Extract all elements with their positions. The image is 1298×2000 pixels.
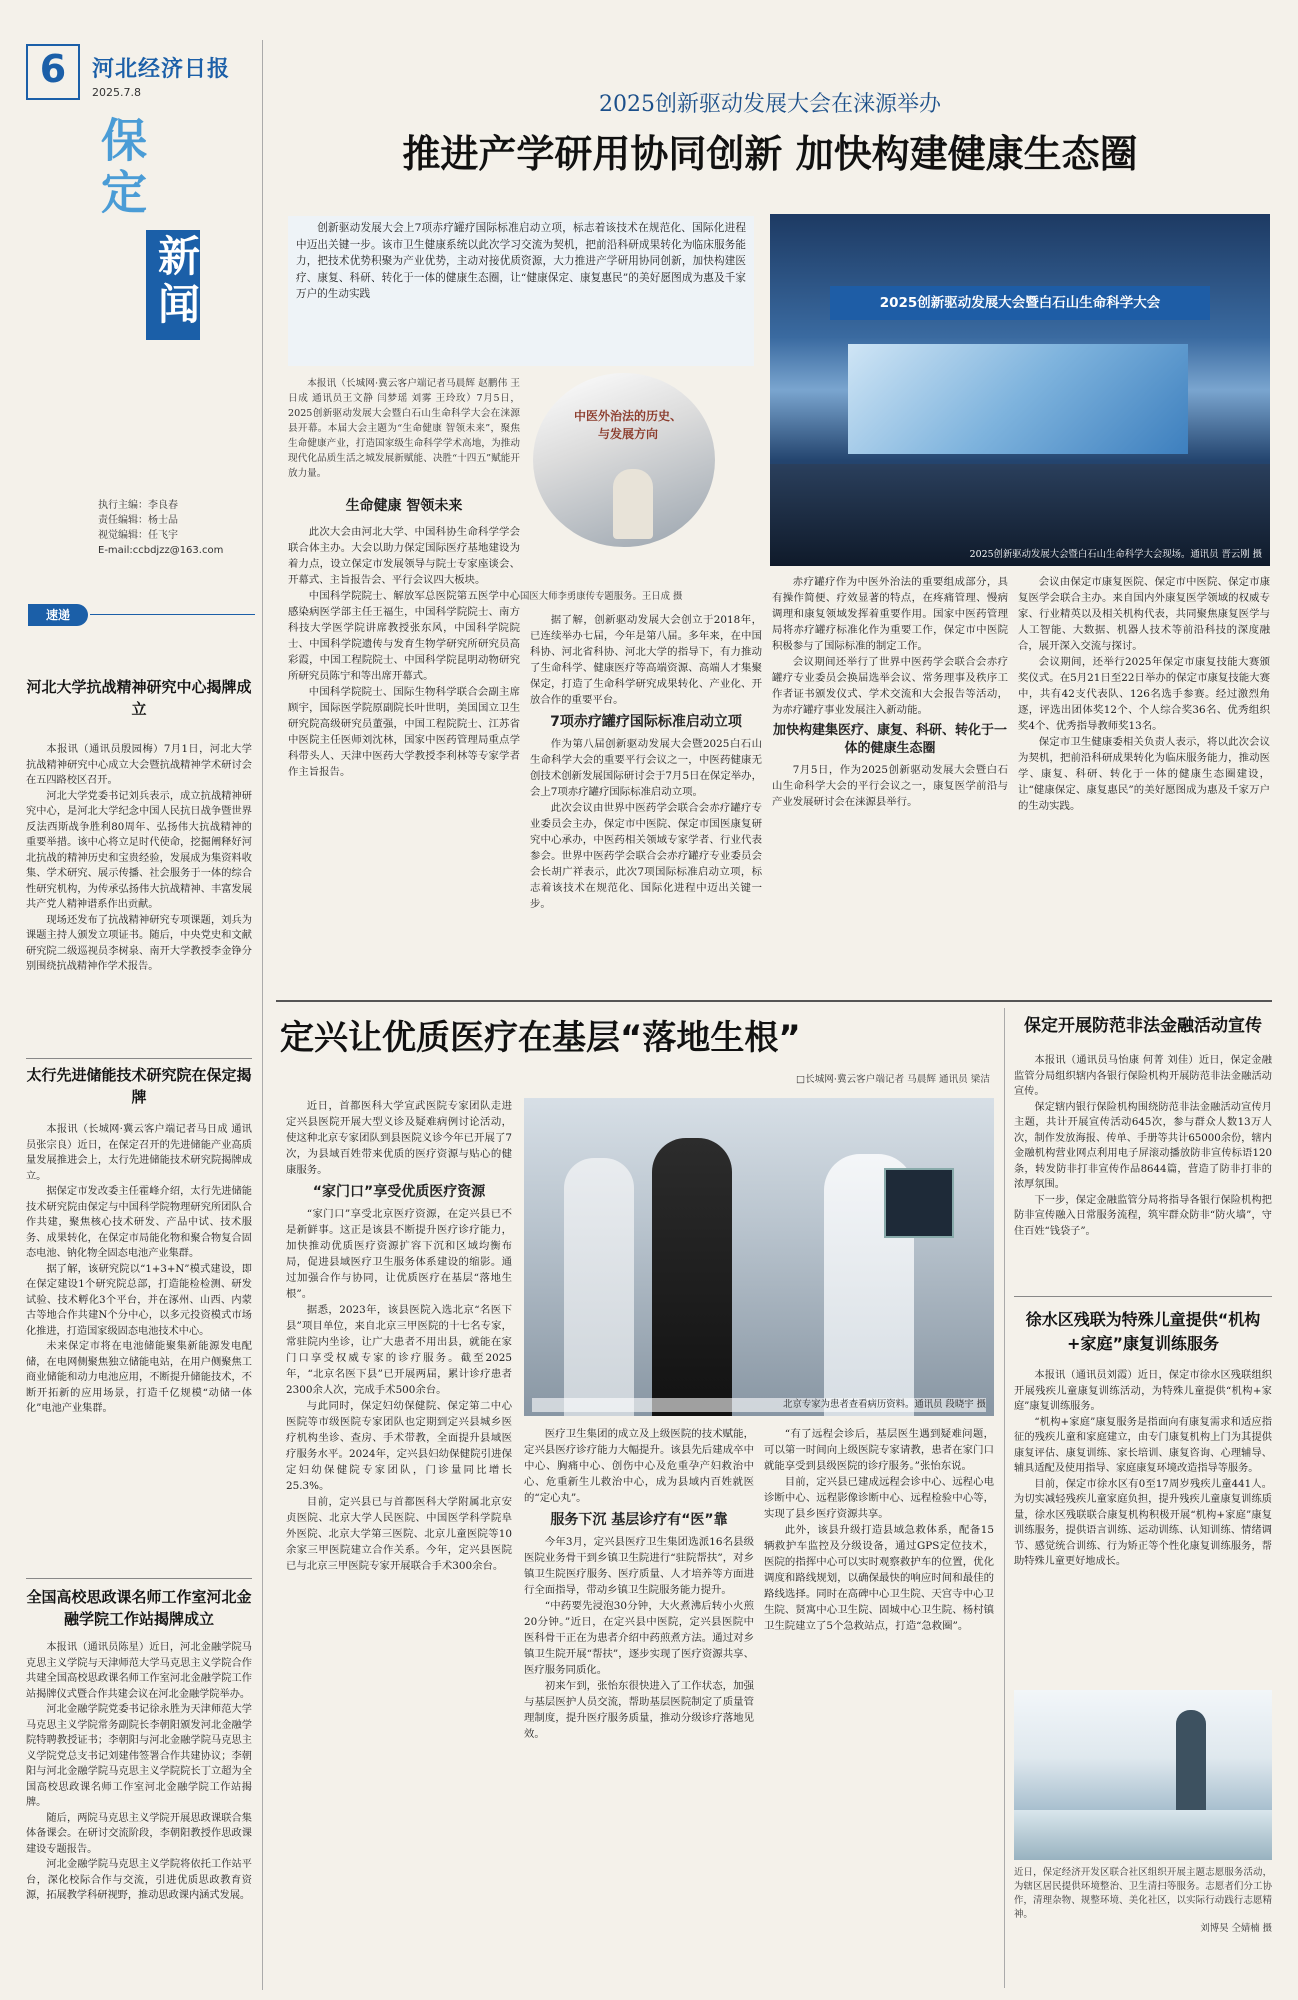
sidebar-story-3-p3: 随后，两院马克思主义学院开展思政课联合集体备课会。在研讨交流阶段，李朝阳教授作思政课建设专题报告。 (26, 1812, 252, 1855)
sidebar-story-2-p1: 本报讯（长城网·冀云客户端记者马日成 通讯员张宗良）近日，在保定召开的先进储能产业高质量发展推进会上，太行先进储能技术研究院揭牌成立。 (26, 1124, 252, 1182)
sidebar-story-1-title: 河北大学抗战精神研究中心揭牌成立 (26, 678, 252, 718)
right-photo-caption: 近日，保定经济开发区联合社区组织开展主题志愿服务活动，为辖区居民提供环境整治、卫生清扫等服务。志愿者们分工协作，清理杂物、规整环境、美化社区，以实际行动践行志愿精神。 (1014, 1867, 1272, 1920)
right-story-2-p1: 本报讯（通讯员刘霞）近日，保定市徐水区残联组织开展残疾儿童康复训练活动，为特殊儿童提供“机构+家庭”康复训练服务。 (1014, 1370, 1272, 1412)
sidebar-story-2-p4: 未来保定市将在电池储能聚集新能源发电配储，在电网侧聚焦独立储能电站，在用户侧聚焦工商业储能和动力电池应用，不断提升储能技术，不断开拓新的应用场景，打造千亿规模“动储一体化”电池产业集群。 (26, 1341, 252, 1414)
sidebar-divider-1 (26, 1058, 252, 1059)
story2-p9: 初来乍到，张怡东很快进入了工作状态，加强与基层医护人员交流，帮助基层医院制定了质量管理制度，提升医疗服务质量，推动分级诊疗落地见效。 (524, 1680, 754, 1740)
issue-date: 2025.7.8 (92, 86, 141, 99)
masthead (92, 52, 232, 82)
main-byline-block (288, 376, 520, 486)
page-number-box (26, 44, 80, 100)
sidebar-story-3-p4: 河北金融学院马克思主义学院将依托工作站平台，深化校际合作与交流，引进优质思政教育资源，拓展教学科研视野，推动思政课内涵式发展。 (26, 1859, 252, 1901)
quick-news-label: 速递 (45, 608, 70, 622)
sidebar-story-3-body (26, 1640, 252, 1904)
right-story-2-body (1014, 1368, 1272, 1570)
main-byline: 本报讯（长城网·冀云客户端记者马晨辉 赵鹏伟 王日成 通讯员王文静 闫梦瑶 刘雾 王玲玫）7月5日，2025创新驱动发展大会暨白石山生命科学大会在涞源县开幕。本届大会主题为“生命健康 智领未来”，聚焦生命健康产业，打造国家级生命科学学术高地，为推动现代化品质生活之城发展新赋能、决胜“十四五”赋能开放力量。 (288, 378, 520, 479)
main-lede (288, 216, 754, 366)
inset-photo-caption: 国医大师李勇康传专题服务。王日成 摄 (520, 591, 683, 602)
section-label: 新闻 (152, 234, 201, 330)
main-p4: 据了解，创新驱动发展大会创立于2018年，已连续举办七届，今年是第八届。多年来，在中国科协、河北省科协、河北大学的指导下，有力推动了生命科学、健康医疗等高端资源、高端人才集聚保定，打造了生命科学研究成果转化、产业化、开放合作的重要平台。 (530, 614, 762, 706)
story2-subhead-1: “家门口”享受优质医疗资源 (312, 1184, 486, 1200)
sidebar-story-2 (26, 1064, 252, 1584)
story2-col-2 (524, 1426, 754, 1988)
main-col-2 (530, 612, 762, 998)
sidebar-story-2-p3: 据了解，该研究院以“1+3+N”模式建设，即在保定建设1个研究院总部，打造能检检测、研发试验、技术孵化3个平台，并在涿州、山西、内蒙古等地合作共建N个分中心，以多元投资模式市场化推进，打造国家级固态电池技术中心。 (26, 1263, 252, 1337)
section-city (88, 116, 148, 226)
photo-stage-screen (848, 344, 1188, 454)
sidebar-divider-2 (26, 1578, 252, 1579)
right-photo (1014, 1690, 1272, 1860)
editor-line-2: 责任编辑：杨士品 (98, 515, 178, 526)
story2-p8: “中药要先浸泡30分钟，大火煮沸后转小火煎20分钟。”近日，在定兴县中医院，定兴县医院中医科骨干正在为患者介绍中药煎煮方法。通过对乡镇卫生院开展“帮扶”，逐步实现了医疗资源共享、医疗服务同质化。 (524, 1600, 754, 1676)
sidebar-vertical-rule (262, 40, 263, 1990)
main-subhead-2: 7项赤疗罐疗国际标准启动立项 (550, 714, 742, 730)
main-p6: 此次会议由世界中医药学会联合会赤疗罐疗专业委员会主办，保定市中医院、保定市国医康复研究中心承办，中医药相关领域专家学者、行业代表参会。世界中医药学会联合会赤疗罐疗专业委员会会长胡广祥表示，此次7项国际标准启动立项，标志着该技术在规范化、国际化进程中迈出关键一步。 (530, 802, 762, 910)
right-story-2-p2: “机构+家庭”康复服务是指面向有康复需求和适应指征的残疾儿童和家庭建立，由专门康复机构上门为其提供康复评估、康复训练、家长培训、康复咨询、心理辅导、辅具适配及使用指导、家庭康复环境改造指导等服务。 (1014, 1416, 1272, 1474)
sidebar-story-3 (26, 1586, 252, 1986)
main-subhead-3: 加快构建集医疗、康复、科研、转化于一体的健康生态圈 (772, 723, 1007, 756)
inset-photo-poster: 中医外治法的历史、与发展方向 (573, 409, 682, 441)
main-p3: 中国科学院院士、国际生物科学联合会副主席顾宇，国际医学院原副院长叶世明，美国国立卫生研究院高级研究员董强，中国工程院院士、江苏省中医院主任医师刘沈林，国家中医药管理局重点学科带头人、天津中医药大学教授李利林等专家学者作主旨报告。 (288, 686, 520, 778)
right-story-1-p2: 保定辖内银行保险机构围绕防范非法金融活动宣传月主题，共计开展宣传活动645次，参与群众人数13万人次，制作发放海报、传单、手册等共计65000余份，辖内金融机构营业网点利用电子屏滚动播放防非宣传标语120条，转发防非打非宣传作品8644篇，营造了防非打非的浓厚氛围。 (1014, 1101, 1272, 1190)
sidebar-story-1-p2: 河北大学党委书记刘兵表示，成立抗战精神研究中心，是河北大学纪念中国人民抗日战争暨世界反法西斯战争胜利80周年、弘扬伟大抗战精神的重要举措。该中心将立足时代使命，挖掘阐释好河北抗战的精神历史和宝贵经验，发展成为集资料收集、学术研究、展示传播、社会服务于一体的综合性研究机构，为传承弘扬伟大抗战精神、丰富发展共产党人精神谱系作出贡献。 (26, 790, 252, 910)
newspaper-name: 河北经济日报 (92, 56, 231, 82)
quick-news-rule (90, 614, 255, 615)
story2-photo-doctor-2 (652, 1138, 732, 1416)
story2-p2: “家门口”享受北京医疗资源，在定兴县已不是新鲜事。这正是该县不断提升医疗诊疗能力，加快推动优质医疗资源扩容下沉和区域均衡布局，促进县域医疗卫生服务体系建设的缩影。通过加强合作与协同，让优质医疗在基层“落地生根”。 (286, 1208, 512, 1300)
right-story-2 (1014, 1302, 1272, 1680)
sidebar-story-3-title: 全国高校思政课名师工作室河北金融学院工作站揭牌成立 (26, 1588, 252, 1628)
right-photo-caption-block (1014, 1866, 1272, 1984)
right-photo-worker (1176, 1710, 1206, 1820)
right-story-1 (1014, 1010, 1272, 1280)
main-p10: 会议由保定市康复医院、保定市中医院、保定市康复医学会联合主办。来自国内外康复医学领域的权威专家、行业精英以及相关机构代表，共同聚焦康复医学与人工智能、大数据、机器人技术等前沿科技的深度融合，展开深入交流与探讨。 (1018, 576, 1270, 652)
editor-line-3: 视觉编辑：任飞宇 (98, 530, 178, 541)
sidebar-story-1-p1: 本报讯（通讯员殷园梅）7月1日，河北大学抗战精神研究中心成立大会暨抗战精神学术研讨会在五四路校区召开。 (26, 744, 252, 786)
story2-headline: 定兴让优质医疗在基层“落地生根” (280, 1018, 801, 1058)
right-story-1-p3: 下一步，保定金融监管分局将指导各银行保险机构把防非宣传融入日常服务流程，筑牢群众防非“防火墙”，守住百姓“钱袋子”。 (1014, 1194, 1272, 1237)
sidebar-story-2-title: 太行先进储能技术研究院在保定揭牌 (26, 1066, 252, 1106)
sidebar-story-2-body (26, 1122, 252, 1417)
editor-info (98, 498, 248, 564)
main-p2: 中国科学院院士、解放军总医院第五医学中心感染病医学部主任王福生，中国科学院院士、南方科技大学医学院讲席教授张东风，中国科学院院士、中国科学院遗传与发育生物学研究所研究员高彩霞，中国工程院院士、中国科学院昆明动物研究所研究员陈宁和等出席开幕式。 (288, 590, 520, 682)
sidebar-story-3-p1: 本报讯（通讯员陈星）近日，河北金融学院马克思主义学院与天津师范大学马克思主义学院合作共建全国高校思政课名师工作室河北金融学院工作站揭牌仪式暨合作共建会议在河北金融学院举办。 (26, 1642, 252, 1700)
story2-p10: “有了远程会诊后，基层医生遇到疑难问题，可以第一时间向上级医院专家请教，患者在家门口就能享受到县级医院的诊疗服务。”张怡东说。 (764, 1428, 994, 1472)
story2-photo-doctor-1 (564, 1158, 634, 1416)
story2-right-rule (1004, 1008, 1005, 1988)
story2-p3: 据悉，2023年，该县医院入选北京“名医下县”项目单位，来自北京三甲医院的十七名专家，常驻院内坐诊，让广大患者不用出县，就能在家门口享受权威专家的诊疗服务。截至2025年，“北京名医下县”已开展两届，累计诊疗患者2300余人次，完成手术500余台。 (286, 1304, 512, 1396)
sidebar-story-1-body (26, 742, 252, 975)
story2-col-3 (764, 1426, 994, 1988)
story2-p5: 目前，定兴县已与首都医科大学附属北京安贞医院、北京大学人民医院、中国医学科学院阜外医院、北京大学第三医院、北京儿童医院等10余家三甲医院建立合作关系。今年，定兴县医院已与北京三甲医院专家开展联合手术300余台。 (286, 1496, 512, 1572)
quick-news-tag (28, 604, 88, 626)
right-story-1-title: 保定开展防范非法金融活动宣传 (1024, 1016, 1262, 1036)
main-photo-caption: 2025创新驱动发展大会暨白石山生命科学大会现场。通讯员 晋云刚 摄 (969, 549, 1262, 560)
main-bottom-rule (276, 1000, 1272, 1002)
sidebar-story-2-p2: 据保定市发改委主任霍峰介绍，太行先进储能技术研究院由保定与中国科学院物理研究所团队合作共建，聚焦核心技术研发、产品中试、技术服务、成果转化，在保定市局能化物和聚合物复合固态电池、钠化物全固态电池产业集群。 (26, 1186, 252, 1259)
story2-byline: □长城网·冀云客户端记者 马晨辉 通讯员 梁洁 (796, 1074, 990, 1085)
story2-p7: 今年3月，定兴县医疗卫生集团选派16名县级医院业务骨干到乡镇卫生院进行“驻院帮扶”，对乡镇卫生院医疗服务、医疗质量、人才培养等方面进行全面指导，带动乡镇卫生院服务能力提升。 (524, 1536, 754, 1596)
main-p1: 此次大会由河北大学、中国科协生命科学学会联合体主办。大会以助力保定国际医疗基地建设为着力点，设立保定市发展领导与院士专家座谈会、开幕式、主旨报告会、平行会议四大板块。 (288, 526, 520, 586)
main-col-4 (1018, 574, 1270, 998)
story2-p6: 医疗卫生集团的成立及上级医院的技术赋能，定兴县医疗诊疗能力大幅提升。该县先后建成卒中中心、胸痛中心、创伤中心及危重孕产妇救治中心、危重新生儿救治中心，成为县域内百姓就医的“定心丸”。 (524, 1428, 754, 1504)
story2-p11: 目前，定兴县已建成远程会诊中心、远程心电诊断中心、远程影像诊断中心、远程检验中心等，实现了县乡医疗资源共享。 (764, 1476, 994, 1520)
right-divider-1 (1014, 1296, 1272, 1297)
story2-subhead-2: 服务下沉 基层诊疗有“医”靠 (550, 1512, 728, 1528)
sidebar-story-3-p2: 河北金融学院党委书记徐永胜为天津师范大学马克思主义学院常务副院长李朝阳颁发河北金融学院特聘教授证书；李朝阳与河北金融学院马克思主义学院党总支书记刘建伟签署合作共建协议；李朝阳与河北金融学院马克思主义学院院长丁立超为全国高校思政课名师工作室河北金融学院工作站揭牌。 (26, 1704, 252, 1808)
right-story-1-body (1014, 1053, 1272, 1239)
story2-col-1 (286, 1098, 512, 1988)
story2-p1: 近日，首都医科大学宣武医院专家团队走进定兴县医院开展大型义诊及疑难病例讨论活动，使这种北京专家团队到县医院义诊今年已开展了7次，为县域百姓带来优质的医疗资源与贴心的健康服务。 (286, 1100, 512, 1176)
main-headline: 推进产学研用协同创新 加快构建健康生态圈 (402, 132, 1138, 176)
inset-photo-figure (613, 469, 653, 539)
story2-photo-caption: 北京专家为患者查看病历资料。通讯员 段晓宇 摄 (532, 1398, 986, 1412)
right-story-2-title: 徐水区残联为特殊儿童提供“机构+家庭”康复训练服务 (1025, 1310, 1261, 1353)
main-kicker: 2025创新驱动发展大会在涞源举办 (599, 92, 941, 117)
main-photo (770, 214, 1270, 566)
editor-line-1: 执行主编：李良春 (98, 500, 178, 511)
main-subhead-1: 生命健康 智领未来 (345, 498, 463, 514)
main-p5: 作为第八届创新驱动发展大会暨2025白石山生命科学大会的重要平行会议之一，中医药健康无创技术创新发展国际研讨会于7月5日在保定举办，会上7项赤疗罐疗国际标准启动立项。 (530, 738, 762, 798)
sidebar-story-1-p3: 现场还发布了抗战精神研究专项课题，刘兵为课题主持人颁发立项证书。随后，中央党史和文献研究院二级巡视员李树泉、南开大学教授李金铮分别围绕抗战精神作学术报告。 (26, 914, 252, 972)
right-photo-pool (1014, 1810, 1272, 1860)
story2-p4: 与此同时，保定妇幼保健院、保定第二中心医院等市级医院专家团队也定期到定兴县城乡医疗机构坐诊、查房、手术带教，全面提升县域医疗服务水平。2024年，定兴县妇幼保健院引进保定妇幼保健院专家团队，门诊量同比增长25.3%。 (286, 1400, 512, 1492)
inset-photo (530, 370, 718, 550)
photo-banner: 2025创新驱动发展大会暨白石山生命科学大会 (830, 286, 1210, 320)
sidebar-story-1 (26, 676, 252, 1056)
main-p9: 7月5日，作为2025创新驱动发展大会暨白石山生命科学大会的平行会议之一，康复医学前沿与产业发展研讨会在涞源县举行。 (772, 764, 1008, 808)
story2-photo-xray (884, 1168, 954, 1238)
section-city-text: 保定 (94, 116, 148, 220)
main-col-3 (772, 574, 1008, 998)
story2-p12: 此外，该县升级打造县域急救体系，配备15辆救护车监控及分级设备，通过GPS定位技术，医院的指挥中心可以实时观察救护车的位置，优化调度和路线规划，以确保最快的响应时间和最佳的路线选择。同时在高碑中心卫生院、天宫寺中心卫生院、贤寓中心卫生院、固城中心卫生院、杨村镇卫生院建立了5个急救站点，打造“急救圈”。 (764, 1524, 994, 1632)
page-number: 6 (39, 47, 67, 91)
story2-photo (524, 1098, 994, 1416)
main-p8: 会议期间还举行了世界中医药学会联合会赤疗罐疗专业委员会换届选举会议、常务理事及秩序工作者证书颁发仪式、学术交流和大会报告等活动，为赤疗罐疗事业发展注入新动能。 (772, 656, 1008, 716)
main-p12: 保定市卫生健康委相关负责人表示，将以此次会议为契机，把前沿科研成果转化为临床服务能力，推动医学、康复、科研、转化于一体的健康生态圈建设，让“健康保定、康复惠民”的美好愿图成为惠及千家万户的生动实践。 (1018, 736, 1270, 812)
main-p11: 会议期间，还举行2025年保定市康复技能大赛颁奖仪式。在5月21日至22日举办的保定市康复技能大赛中，共有42支代表队、126名选手参赛。经过激烈角逐，评选出团体奖12个、个人综合奖36名、优秀组织奖4个、优秀指导教师奖13名。 (1018, 656, 1270, 732)
editor-email: E-mail:ccbdjzz@163.com (98, 545, 224, 556)
main-col-1-body (288, 524, 520, 998)
main-p7: 赤疗罐疗作为中医外治法的重要组成部分，具有操作简便、疗效显著的特点，在疼痛管理、慢病调理和康复领域发挥着重要作用。国家中医药管理局将赤疗罐疗标准化作为重要工作，保定市中医院积极参与了国际标准的制定工作。 (772, 576, 1008, 652)
right-story-2-p3: 目前，保定市徐水区有0至17周岁残疾儿童441人。为切实减轻残疾儿童家庭负担，提升残疾儿童康复训练质量，徐水区残联联合康复机构积极开展“机构+家庭”康复训练服务，提供语言训练、运动训练、认知训练、情绪调节、感觉统合训练、行为矫正等个性化康复训练服务，帮助特殊儿童更好地成长。 (1014, 1478, 1272, 1567)
main-lede-text: 创新驱动发展大会上7项赤疗罐疗国际标准启动立项，标志着该技术在规范化、国际化进程中迈出关键一步。该市卫生健康系统以此次学习交流为契机，把前沿科研成果转化为临床服务能力，把技术优势积聚为产业优势，主动对接优质资源，大力推进产学研用协同创新，加快构建医疗、康复、科研、转化于一体的健康生态圈，让“健康保定、康复惠民”的美好愿图成为惠及千家万户的生动实践 (296, 222, 746, 300)
section-label-box (146, 230, 200, 340)
right-story-1-p1: 本报讯（通讯员马怡康 何菁 刘佳）近日，保定金融监管分局组织辖内各银行保险机构开展防范非法金融活动宣传。 (1014, 1055, 1272, 1097)
right-photo-credit: 刘博昊 仝婧楠 摄 (1200, 1923, 1272, 1934)
